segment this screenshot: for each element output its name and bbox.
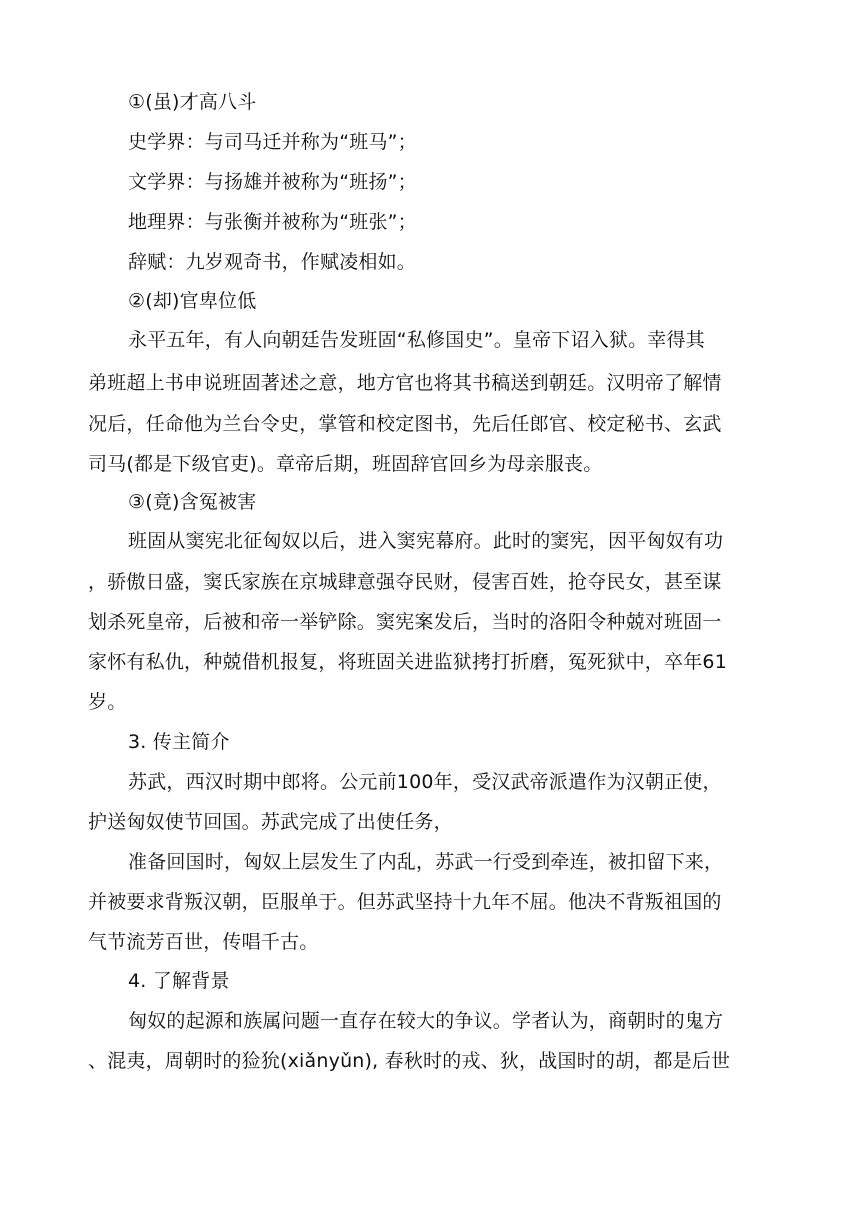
paragraph-line: 弟班超上书申说班固著述之意，地方官也将其书稿送到朝廷。汉明帝了解情 bbox=[88, 372, 722, 394]
paragraph-line: 家怀有私仇，种兢借机报复，将班固关进监狱拷打折磨，冤死狱中，卒年61 bbox=[88, 651, 727, 673]
paragraph-line: 况后，任命他为兰台令史，掌管和校定图书，先后任郎官、校定秘书、玄武 bbox=[88, 413, 722, 435]
paragraph-line: 苏武，西汉时期中郎将。公元前100年，受汉武帝派遣作为汉朝正使， bbox=[128, 771, 722, 793]
heading-talent: ①(虽)才高八斗 bbox=[128, 91, 257, 113]
paragraph-line: 匈奴的起源和族属问题一直存在较大的争议。学者认为，商朝时的鬼方 bbox=[128, 1010, 724, 1032]
section-heading-background: 4. 了解背景 bbox=[128, 970, 230, 992]
paragraph-line: 护送匈奴使节回国。苏武完成了出使任务， bbox=[88, 811, 453, 833]
paragraph-line: 班固从窦宪北征匈奴以后，进入窦宪幕府。此时的窦宪，因平匈奴有功 bbox=[128, 530, 724, 552]
text-line: 辞赋：九岁观奇书，作赋凌相如。 bbox=[128, 251, 417, 273]
text-line: 地理界：与张衡并被称为“班张”； bbox=[128, 211, 417, 233]
paragraph-line: 岁。 bbox=[88, 691, 127, 713]
paragraph-line: ，骄傲日盛，窦氏家族在京城肆意强夺民财，侵害百姓，抢夺民女，甚至谋 bbox=[88, 571, 722, 593]
heading-low-position: ②(却)官卑位低 bbox=[128, 290, 257, 312]
paragraph-line: 永平五年，有人向朝廷告发班固“私修国史”。皇帝下诏入狱。幸得其 bbox=[128, 329, 705, 351]
heading-wronged: ③(竟)含冤被害 bbox=[128, 491, 257, 513]
paragraph-line: 气节流芳百世，传唱千古。 bbox=[88, 931, 319, 953]
paragraph-line: 划杀死皇帝，后被和帝一举铲除。窦宪案发后，当时的洛阳令种兢对班固一 bbox=[88, 611, 722, 633]
paragraph-line: 、混夷，周朝时的猃狁(xiǎnyǔn), 春秋时的戎、狄，战国时的胡，都是后世 bbox=[88, 1050, 731, 1072]
paragraph-line: 司马(都是下级官吏)。章帝后期，班固辞官回乡为母亲服丧。 bbox=[88, 453, 603, 475]
text-line: 史学界：与司马迁并称为“班马”； bbox=[128, 131, 417, 153]
paragraph-line: 准备回国时，匈奴上层发生了内乱，苏武一行受到牵连，被扣留下来， bbox=[128, 851, 724, 873]
paragraph-line: 并被要求背叛汉朝，臣服单于。但苏武坚持十九年不屈。他决不背叛祖国的 bbox=[88, 891, 722, 913]
text-line: 文学界：与扬雄并被称为“班扬”； bbox=[128, 171, 417, 193]
section-heading-biography: 3. 传主简介 bbox=[128, 731, 230, 753]
